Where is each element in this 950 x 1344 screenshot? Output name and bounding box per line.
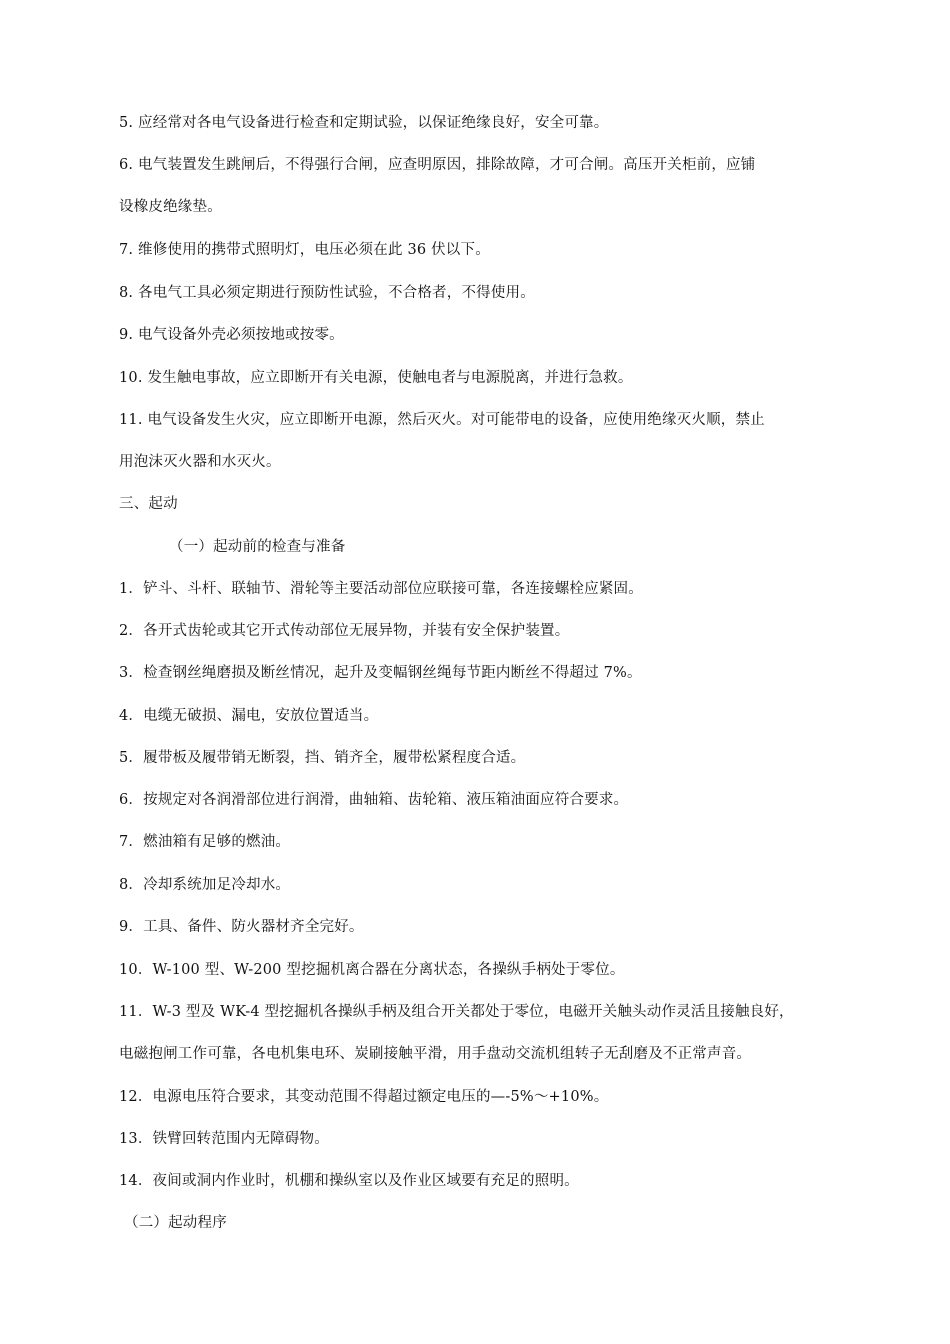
list-item: 8．冷却系统加足冷却水。 [119,877,291,893]
list-item-continuation: 电磁抱闸工作可靠，各电机集电环、炭刷接触平滑，用手盘动交流机组转子无刮磨及不正常声音。 [119,1046,752,1062]
paragraph-line: 用泡沫灭火器和水灭火。 [119,454,281,470]
list-item: 2．各开式齿轮或其它开式传动部位无展异物，并装有安全保护装置。 [119,623,570,639]
subsection-heading: （一）起动前的检查与准备 [169,539,346,555]
subsection-heading: （二）起动程序 [124,1215,227,1231]
paragraph-line: 设橡皮绝缘垫。 [119,199,222,215]
paragraph-line: 9. 电气设备外壳必须按地或按零。 [119,327,344,343]
list-item: 6．按规定对各润滑部位进行润滑，曲轴箱、齿轮箱、液压箱油面应符合要求。 [119,792,629,808]
list-item: 1．铲斗、斗杆、联轴节、滑轮等主要活动部位应联接可靠，各连接螺栓应紧固。 [119,581,643,597]
list-item: 12．电源电压符合要求，其变动范围不得超过额定电压的—-5%～+10%。 [119,1089,609,1105]
paragraph-line: 11. 电气设备发生火灾，应立即断开电源，然后灭火。对可能带电的设备，应使用绝缘灭火顺，禁止 [119,412,765,428]
paragraph-line: 7. 维修使用的携带式照明灯，电压必须在此 36 伏以下。 [119,242,490,258]
section-heading: 三、起动 [119,496,178,512]
paragraph-line: 10. 发生触电事故，应立即断开有关电源，使触电者与电源脱离，并进行急救。 [119,370,633,386]
list-item: 10．W-100 型、W-200 型挖掘机离合器在分离状态，各操纵手柄处于零位。 [119,962,625,978]
list-item: 3．检查钢丝绳磨损及断丝情况，起升及变幅钢丝绳每节距内断丝不得超过 7%。 [119,665,642,681]
list-item: 5．履带板及履带销无断裂，挡、销齐全，履带松紧程度合适。 [119,750,526,766]
list-item: 4．电缆无破损、漏电，安放位置适当。 [119,708,379,724]
list-item: 9．工具、备件、防火器材齐全完好。 [119,919,364,935]
list-item: 13．铁臂回转范围内无障碍物。 [119,1131,329,1147]
list-item: 11．W-3 型及 WK-4 型挖掘机各操纵手柄及组合开关都处于零位，电磁开关触头动作灵活且接触良好， [119,1004,794,1020]
list-item: 7．燃油箱有足够的燃油。 [119,834,291,850]
paragraph-line: 6. 电气装置发生跳闸后，不得强行合闸，应查明原因，排除故障，才可合闸。高压开关柜前，应铺 [119,157,756,173]
list-item: 14．夜间或洞内作业时，机棚和操纵室以及作业区域要有充足的照明。 [119,1173,579,1189]
paragraph-line: 5. 应经常对各电气设备进行检查和定期试验，以保证绝缘良好，安全可靠。 [119,115,609,131]
paragraph-line: 8. 各电气工具必须定期进行预防性试验，不合格者，不得使用。 [119,285,535,301]
